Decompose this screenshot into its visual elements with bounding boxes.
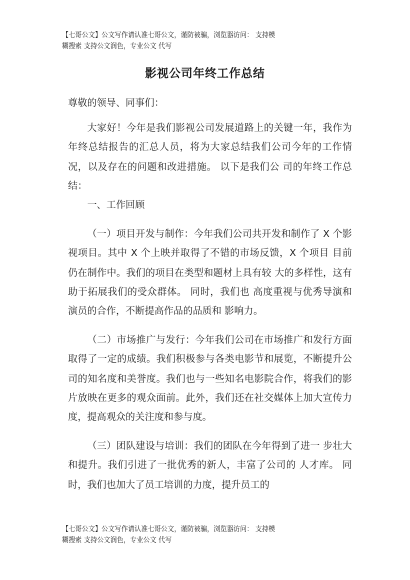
- paragraph-intro: 大家好！今年是我们影视公司发展道路上的关键一年，我作为年终总结报告的汇总人员，将为大家总结我们公司今年的工作情况，以及存在的问题和改进措施。 以下是我们公 司的年终工作总结：: [68, 123, 352, 192]
- page-footer: [62, 524, 362, 546]
- header-line-1: 【七哥公文】公文写作请认准七哥公文，谨防被骗，浏览器访问： 支持模: [62, 31, 276, 39]
- paragraph-project-development: （一）项目开发与制作：今年我们公司共开发和制作了 X 个影视项目。其中 X 个上映并取得了不错的市场反馈，X 个项目 目前仍在制作中。我们的项目在类型和题材上具有较 大的多样性，这有助于拓展我们的受众群体。 同时，我们也 高度重视与优秀导演和演员的合作，不断提高作品的品质和 影响力。: [68, 229, 352, 318]
- document-title: 影视公司年终工作总结: [145, 66, 265, 80]
- greeting: 尊敬的领导、同事们：: [68, 98, 164, 109]
- paragraph-marketing-distribution: （二）市场推广与发行：今年我们公司在市场推广和发行方面取得了一定的成绩。我们积极参与各类电影节和展览，不断提升公司的知名度和美誉度。我们也与一些知名电影院合作，将我们的影片放映在更多的观众面前。此外，我们还在社交媒体上加大宣传力度，提高观众的关注度和参与度。: [68, 335, 352, 424]
- footer-line-2: 糊搜索 支持公文润色，专业公文 代写: [62, 536, 172, 544]
- page-header: [62, 30, 362, 52]
- footer-line-1: 【七哥公文】公文写作请认准七哥公文，谨防被骗，浏览器访问： 支持模: [62, 525, 276, 533]
- document-body: [68, 94, 352, 495]
- section-heading-review: 一、工作回顾: [87, 200, 145, 212]
- header-line-2: 糊搜索 支持公文润色，专业公文 代写: [62, 42, 172, 50]
- paragraph-team-building: （三）团队建设与培训：我们的团队在今年得到了进一 步壮大和提升。我们引进了一批优秀的新人，丰富了公司的 人才库。 同时，我们也加大了员工培训的力度，提升员工的: [68, 441, 352, 491]
